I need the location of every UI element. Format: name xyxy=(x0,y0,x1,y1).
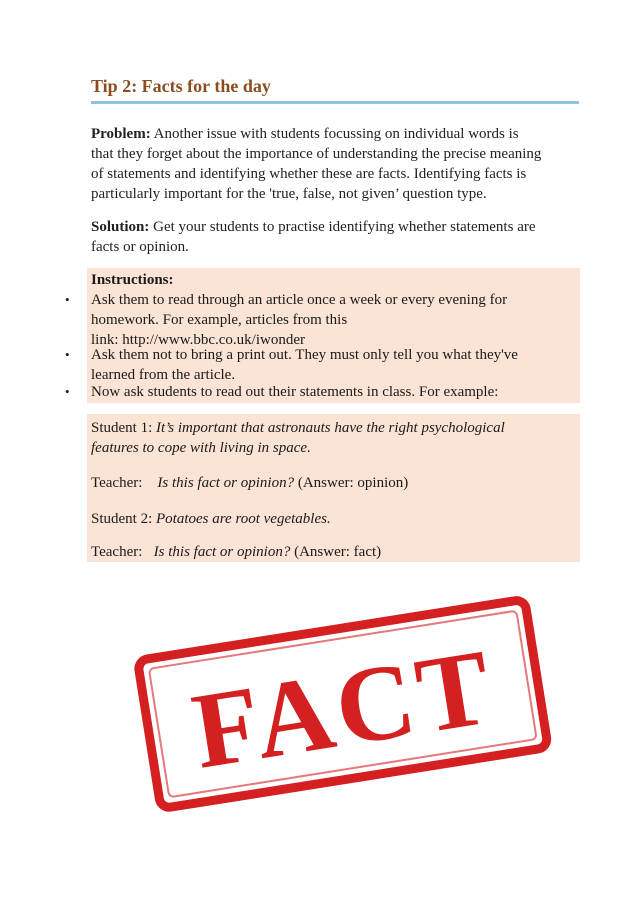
fact-stamp-image xyxy=(132,587,552,812)
list-item-text: Ask them to read through an article once a week or every evening for homework. For example, articles from this link: http://www.bbc.co.uk/iwonder xyxy=(91,290,571,350)
bullet-icon: • xyxy=(65,384,70,399)
list-item-text: Ask them not to bring a print out. They must only tell you what they've learned from the article. xyxy=(91,347,518,383)
problem-line-2: that they forget about the importance of understanding the precise meaning xyxy=(91,146,542,162)
problem-paragraph xyxy=(91,124,581,204)
bullet-icon: • xyxy=(65,292,70,307)
problem-label: Problem: xyxy=(91,126,151,142)
page-title: Tip 2: Facts for the day xyxy=(91,76,579,104)
dialog-teacher-2: Teacher: Is this fact or opinion? (Answer: fact) xyxy=(91,544,382,560)
solution-line-2: facts or opinion. xyxy=(91,239,189,255)
solution-line-1: Solution: Get your students to practise identifying whether statements are xyxy=(91,219,536,235)
problem-line-4: particularly important for the 'true, false, not given’ question type. xyxy=(91,186,487,202)
solution-label: Solution: xyxy=(91,219,150,235)
bullet-icon: • xyxy=(65,347,70,362)
fact-stamp-graphic xyxy=(132,587,552,812)
problem-line-1: Problem: Another issue with students focussing on individual words is xyxy=(91,126,519,142)
dialog-teacher-1: Teacher: Is this fact or opinion? (Answer: opinion) xyxy=(91,475,409,491)
list-item-text: Now ask students to read out their statements in class. For example: xyxy=(91,384,499,400)
instructions-title: Instructions: xyxy=(91,272,174,288)
solution-paragraph xyxy=(91,217,581,257)
dialog-student-2: Student 2: Potatoes are root vegetables. xyxy=(91,511,331,527)
problem-line-3: of statements and identifying whether these are facts. Identifying facts is xyxy=(91,166,527,182)
dialog-student-1: Student 1: It’s important that astronauts have the right psychological features to cope with living in space. xyxy=(91,420,505,456)
stamp-text: FACT xyxy=(185,626,503,792)
article-link[interactable]: link: http://www.bbc.co.uk/iwonder xyxy=(91,332,305,348)
